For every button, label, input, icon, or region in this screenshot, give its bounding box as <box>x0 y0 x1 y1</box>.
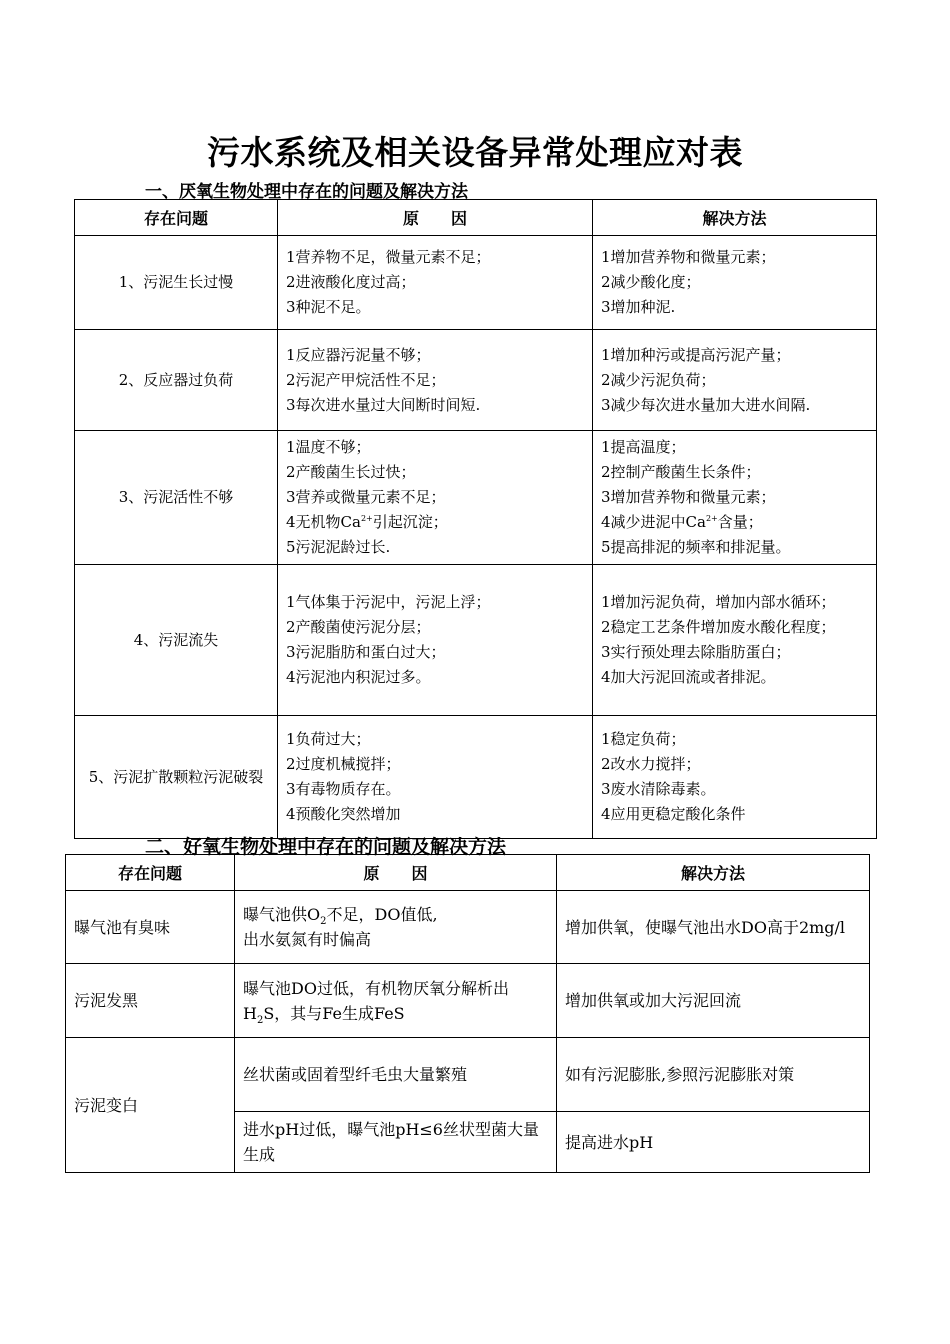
solution-cell <box>593 431 877 565</box>
column-header: 原 因 <box>278 200 593 236</box>
solution-cell <box>593 716 877 839</box>
cause-item: 4无机物$Ca^{2+}$引起沉淀； <box>286 513 448 531</box>
table-row <box>75 236 877 330</box>
anaerobic-problems-table <box>74 199 877 839</box>
problem-cell: 4、污泥流失 <box>75 565 278 716</box>
table-row <box>66 964 870 1038</box>
solution-item: 3增加营养物和微量元素； <box>601 488 776 506</box>
cause-item: 3种泥不足。 <box>286 298 371 316</box>
solution-item: 1增加污泥负荷，增加内部水循环； <box>601 593 836 611</box>
cause-cell: 进水pH过低，曝气池pH≤6丝状型菌大量生成 <box>235 1112 557 1173</box>
solution-item: 1稳定负荷； <box>601 730 686 748</box>
solution-cell <box>593 565 877 716</box>
solution-item: 3实行预处理去除脂肪蛋白； <box>601 643 791 661</box>
cause-item: 1反应器污泥量不够； <box>286 345 431 364</box>
cause-item: 2过度机械搅拌； <box>286 755 401 773</box>
cause-cell <box>278 565 593 716</box>
table-header-row <box>75 200 877 236</box>
cause-item: 曝气池供$O_2$不足，DO值低, <box>243 905 438 928</box>
solution-item: 2减少酸化度； <box>601 273 701 291</box>
cause-cell <box>235 891 557 964</box>
solution-item: 2控制产酸菌生长条件； <box>601 463 761 481</box>
cause-item: 3有毒物质存在。 <box>286 780 401 798</box>
table-row <box>75 565 877 716</box>
problem-cell: 1、污泥生长过慢 <box>75 236 278 330</box>
cause-item: 2产酸菌使污泥分层； <box>286 618 431 636</box>
cause-item: 2污泥产甲烷活性不足； <box>286 370 446 389</box>
column-header: 原 因 <box>235 855 557 891</box>
section-heading-anaerobic: 一、厌氧生物处理中存在的问题及解决方法 <box>145 182 468 202</box>
cause-cell <box>278 716 593 839</box>
cause-item: 2进液酸化度过高； <box>286 273 416 291</box>
table-row <box>66 1038 870 1112</box>
cause-item: 5污泥泥龄过长. <box>286 538 391 556</box>
solution-item: 4应用更稳定酸化条件 <box>601 805 746 823</box>
solution-item: 3废水清除毒素。 <box>601 780 716 798</box>
cause-item: 1负荷过大； <box>286 730 371 748</box>
solution-cell: 提高进水pH <box>557 1112 870 1173</box>
problem-cell: 污泥变白 <box>66 1038 235 1173</box>
table-header-row <box>66 855 870 891</box>
cause-cell: 曝气池DO过低，有机物厌氧分解析出$H_2S$，其与Fe生成FeS <box>235 964 557 1038</box>
section-heading-aerobic: 二、好氧生物处理中存在的问题及解决方法 <box>145 836 507 858</box>
solution-item: 3增加种泥. <box>601 298 676 316</box>
aerobic-problems-table <box>65 854 870 1173</box>
column-header: 存在问题 <box>66 855 235 891</box>
cause-item: 3营养或微量元素不足； <box>286 488 446 506</box>
table-row <box>75 716 877 839</box>
solution-item: 2改水力搅拌； <box>601 755 701 773</box>
solution-cell: 增加供氧，使曝气池出水DO高于2mg/l <box>557 891 870 964</box>
solution-cell: 如有污泥膨胀,参照污泥膨胀对策 <box>557 1038 870 1112</box>
cause-cell <box>278 431 593 565</box>
cause-item: 2产酸菌生长过快； <box>286 463 416 481</box>
column-header: 存在问题 <box>75 200 278 236</box>
solution-item: 5提高排泥的频率和排泥量。 <box>601 538 791 556</box>
problem-cell: 2、反应器过负荷 <box>75 330 278 431</box>
solution-item: 2稳定工艺条件增加废水酸化程度； <box>601 618 836 636</box>
solution-item: 2减少污泥负荷； <box>601 370 716 389</box>
cause-item: 3每次进水量过大间断时间短. <box>286 395 481 414</box>
column-header: 解决方法 <box>557 855 870 891</box>
cause-cell: 丝状菌或固着型纤毛虫大量繁殖 <box>235 1038 557 1112</box>
solution-item: 4加大污泥回流或者排泥。 <box>601 668 776 686</box>
problem-cell: 曝气池有臭味 <box>66 891 235 964</box>
problem-cell: 污泥发黑 <box>66 964 235 1038</box>
cause-item: 4污泥池内积泥过多。 <box>286 668 431 686</box>
cause-item: 出水氨氮有时偏高 <box>243 930 372 949</box>
cause-item: 1气体集于污泥中，污泥上浮； <box>286 593 491 611</box>
solution-cell <box>593 236 877 330</box>
page-title: 污水系统及相关设备异常处理应对表 <box>207 133 743 172</box>
solution-item: 1提高温度； <box>601 438 686 456</box>
cause-cell <box>278 236 593 330</box>
cause-item: 1温度不够； <box>286 438 371 456</box>
table-row <box>66 891 870 964</box>
solution-item: 1增加营养物和微量元素； <box>601 248 776 266</box>
cause-item: 3污泥脂肪和蛋白过大； <box>286 643 446 661</box>
solution-cell <box>593 330 877 431</box>
cause-item: 1营养物不足，微量元素不足； <box>286 248 491 266</box>
problem-cell: 5、污泥扩散颗粒污泥破裂 <box>75 716 278 839</box>
solution-cell: 增加供氧或加大污泥回流 <box>557 964 870 1038</box>
cause-item: 4预酸化突然增加 <box>286 805 401 823</box>
solution-item: 1增加种污或提高污泥产量； <box>601 345 791 364</box>
problem-cell: 3、污泥活性不够 <box>75 431 278 565</box>
solution-item: 4减少进泥中$Ca^{2+}$含量； <box>601 513 763 531</box>
solution-item: 3减少每次进水量加大进水间隔. <box>601 395 811 414</box>
table-row <box>75 330 877 431</box>
cause-cell <box>278 330 593 431</box>
column-header: 解决方法 <box>593 200 877 236</box>
table-row <box>75 431 877 565</box>
